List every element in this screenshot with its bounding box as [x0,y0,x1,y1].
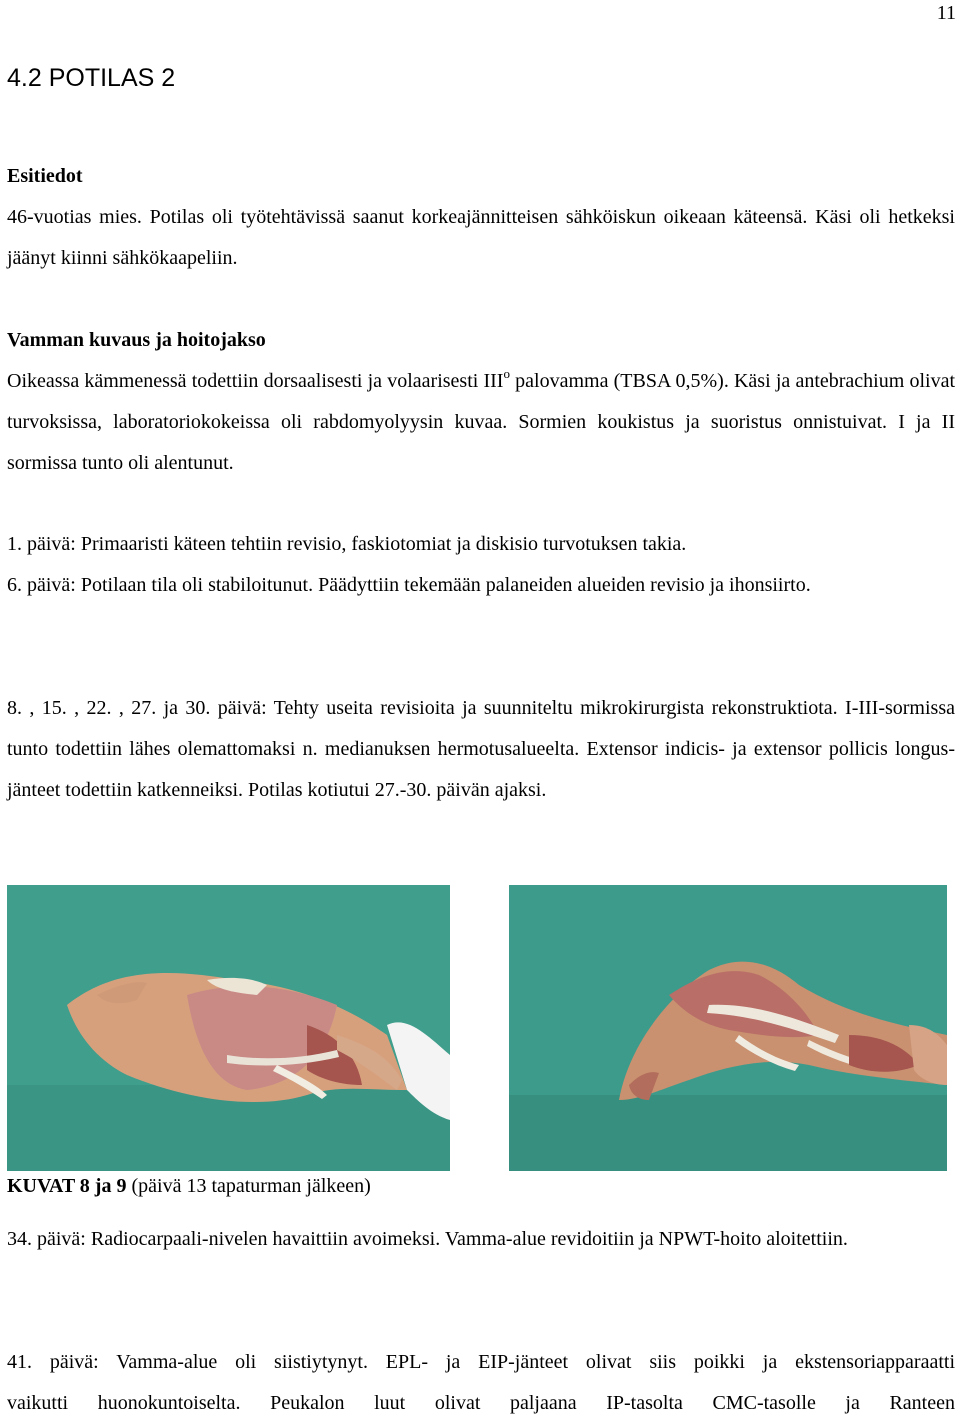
day1-text: 1. päivä: Primaaristi käteen tehtiin revisio, faskiotomiat ja diskisio turvotuksen takia. [7,533,687,555]
day34-text: 34. päivä: Radiocarpaali-nivelen havaittiin avoimeksi. Vamma-alue revidoitiin ja NPWT-hoito aloitettiin. [7,1228,848,1250]
degree-superscript: o [503,366,510,381]
days8-30-text: 8. , 15. , 22. , 27. ja 30. päivä: Tehty useita revisioita ja suunniteltu mikrokirurgista rekonstruktiota. I-III-sormissa tunto todettiin lähes olemattomaksi n. medianuksen hermotusalueelta. Extensor indicis- ja extensor pollicis longus-jänteet todettiin katkenneiksi. Potilas kotiutui 27.-30. päivän ajaksi. [7,697,955,801]
vamma-text-part1: Oikeassa kämmenessä todettiin dorsaalisesti ja volaarisesti III [7,370,504,392]
esitiedot-heading: Esitiedot [7,165,83,187]
figure-caption [7,1166,371,1206]
vamma-heading: Vamman kuvaus ja hoitojakso [7,329,266,351]
caption-rest: (päivä 13 tapaturman jälkeen) [126,1175,371,1197]
page-number: 11 [936,2,956,24]
section-heading: 4.2 POTILAS 2 [7,64,176,92]
vamma-text-part2: palovamma (TBSA 0,5%). Käsi ja antebrachium olivat turvoksissa, laboratoriokokeissa oli rabdomyolyysin kuvaa. Sormien koukistus ja suoristus onnistuivat. I ja II sormissa tunto oli alentunut. [7,370,956,474]
vamma-section [7,320,955,484]
day6-text: 6. päivä: Potilaan tila oli stabiloitunut. Päädyttiin tekemään palaneiden alueiden revisio ja ihonsiirto. [7,574,811,596]
day41-line2: vaikutti huonokuntoiselta. Peukalon luut olivat paljaana IP-tasolta CMC-tasolle ja Ranteen [7,1392,955,1414]
hand-photo-dorsal [7,885,450,1171]
esitiedot-section [7,156,955,279]
caption-bold: KUVAT 8 ja 9 [7,1175,127,1197]
hoitojakso-days-1-6 [7,524,955,606]
hand-photo-volar [509,885,947,1171]
esitiedot-text: 46-vuotias mies. Potilas oli työtehtävissä saanut korkeajännitteisen sähköiskun oikeaan käteensä. Käsi oli hetkeksi jäänyt kiinni sähkökaapeliin. [7,206,955,269]
day41-line1: 41. päivä: Vamma-alue oli siistiytynyt. EPL- ja EIP-jänteet olivat siis poikki ja ekstensoriapparaatti [7,1351,955,1373]
